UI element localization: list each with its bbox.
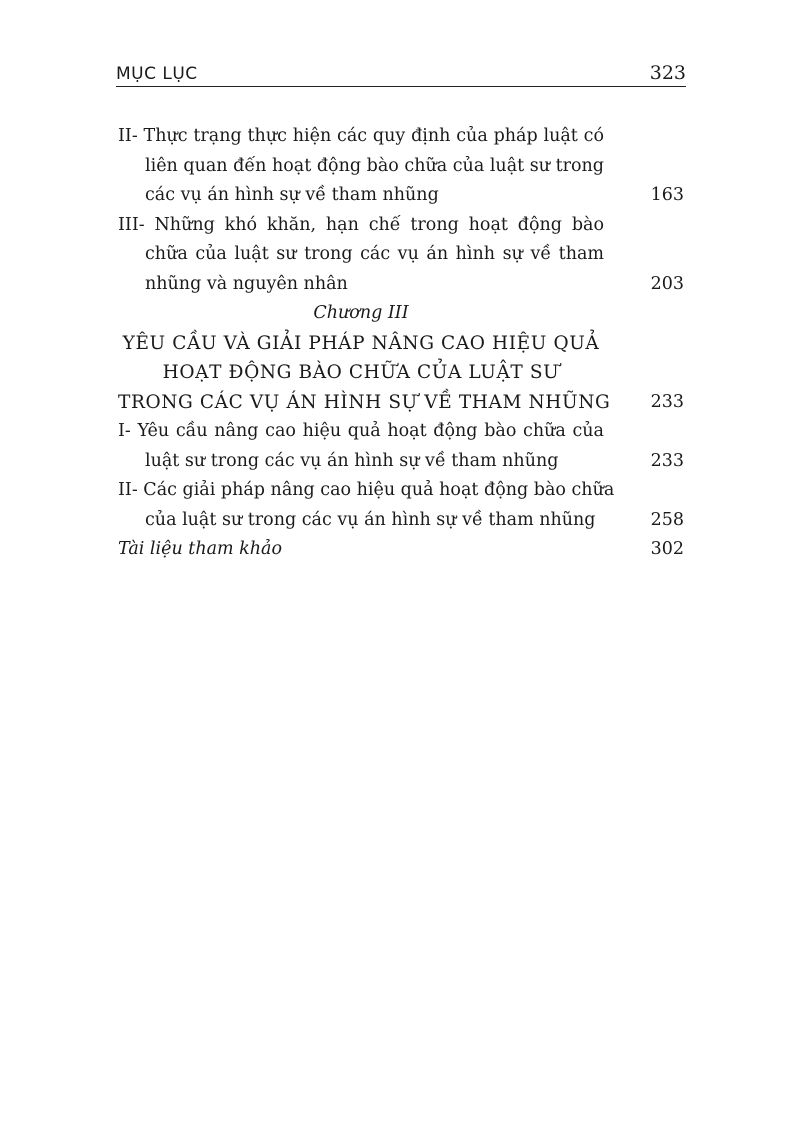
toc-entry-text: II- Thực trạng thực hiện các quy định của pháp luật có <box>118 126 604 146</box>
header-title: MỤC LỤC <box>116 64 198 84</box>
page-header <box>116 60 686 87</box>
chapter-title-1: YÊU CẦU VÀ GIẢI PHÁP NÂNG CAO HIỆU QUẢ <box>122 332 600 354</box>
toc-page-number: 233 <box>650 391 684 412</box>
toc-entry-line <box>118 506 684 536</box>
chapter-title-line <box>118 329 684 359</box>
toc-page-number: 203 <box>650 273 684 294</box>
toc-page-number: 163 <box>650 185 684 205</box>
chapter-label: Chương III <box>313 303 409 323</box>
toc-entry-text: liên quan đến hoạt động bào chữa của luật sư trong <box>145 155 604 176</box>
toc-references-line <box>118 535 684 565</box>
chapter-label-line <box>118 299 684 329</box>
chapter-title-line <box>118 358 684 388</box>
chapter-title-3: TRONG CÁC VỤ ÁN HÌNH SỰ VỀ THAM NHŨNG <box>118 391 611 413</box>
toc-entry-text: II- Các giải pháp nâng cao hiệu quả hoạt động bào chữa <box>118 480 615 500</box>
toc-entry-text: I- Yêu cầu nâng cao hiệu quả hoạt động bào chữa của <box>118 421 604 441</box>
toc-entry-text: các vụ án hình sự về tham nhũng <box>145 185 439 205</box>
chapter-title-line <box>118 388 684 418</box>
table-of-contents <box>118 122 684 565</box>
toc-entry-text: III- Những khó khăn, hạn chế trong hoạt động bào <box>118 214 604 235</box>
toc-entry-line <box>118 447 684 477</box>
toc-entry-text: luật sư trong các vụ án hình sự về tham nhũng <box>145 450 559 471</box>
toc-entry-line <box>118 122 684 152</box>
toc-entry-line <box>118 476 684 506</box>
toc-entry-text: của luật sư trong các vụ án hình sự về tham nhũng <box>145 509 596 530</box>
toc-entry-line <box>118 181 684 211</box>
toc-page-number: 302 <box>650 539 684 559</box>
header-page-number: 323 <box>649 62 686 84</box>
toc-entry-text: nhũng và nguyên nhân <box>145 273 348 294</box>
toc-page-number: 258 <box>650 509 684 530</box>
toc-page-number: 233 <box>650 450 684 471</box>
toc-entry-line <box>118 270 684 300</box>
toc-entry-text: chữa của luật sư trong các vụ án hình sự về tham <box>145 244 604 264</box>
toc-entry-line <box>118 240 684 270</box>
toc-entry-line <box>118 211 684 241</box>
toc-entry-line <box>118 417 684 447</box>
toc-entry-line <box>118 152 684 182</box>
toc-references-label: Tài liệu tham khảo <box>118 539 283 559</box>
chapter-title-2: HOẠT ĐỘNG BÀO CHỮA CỦA LUẬT SƯ <box>162 362 560 383</box>
